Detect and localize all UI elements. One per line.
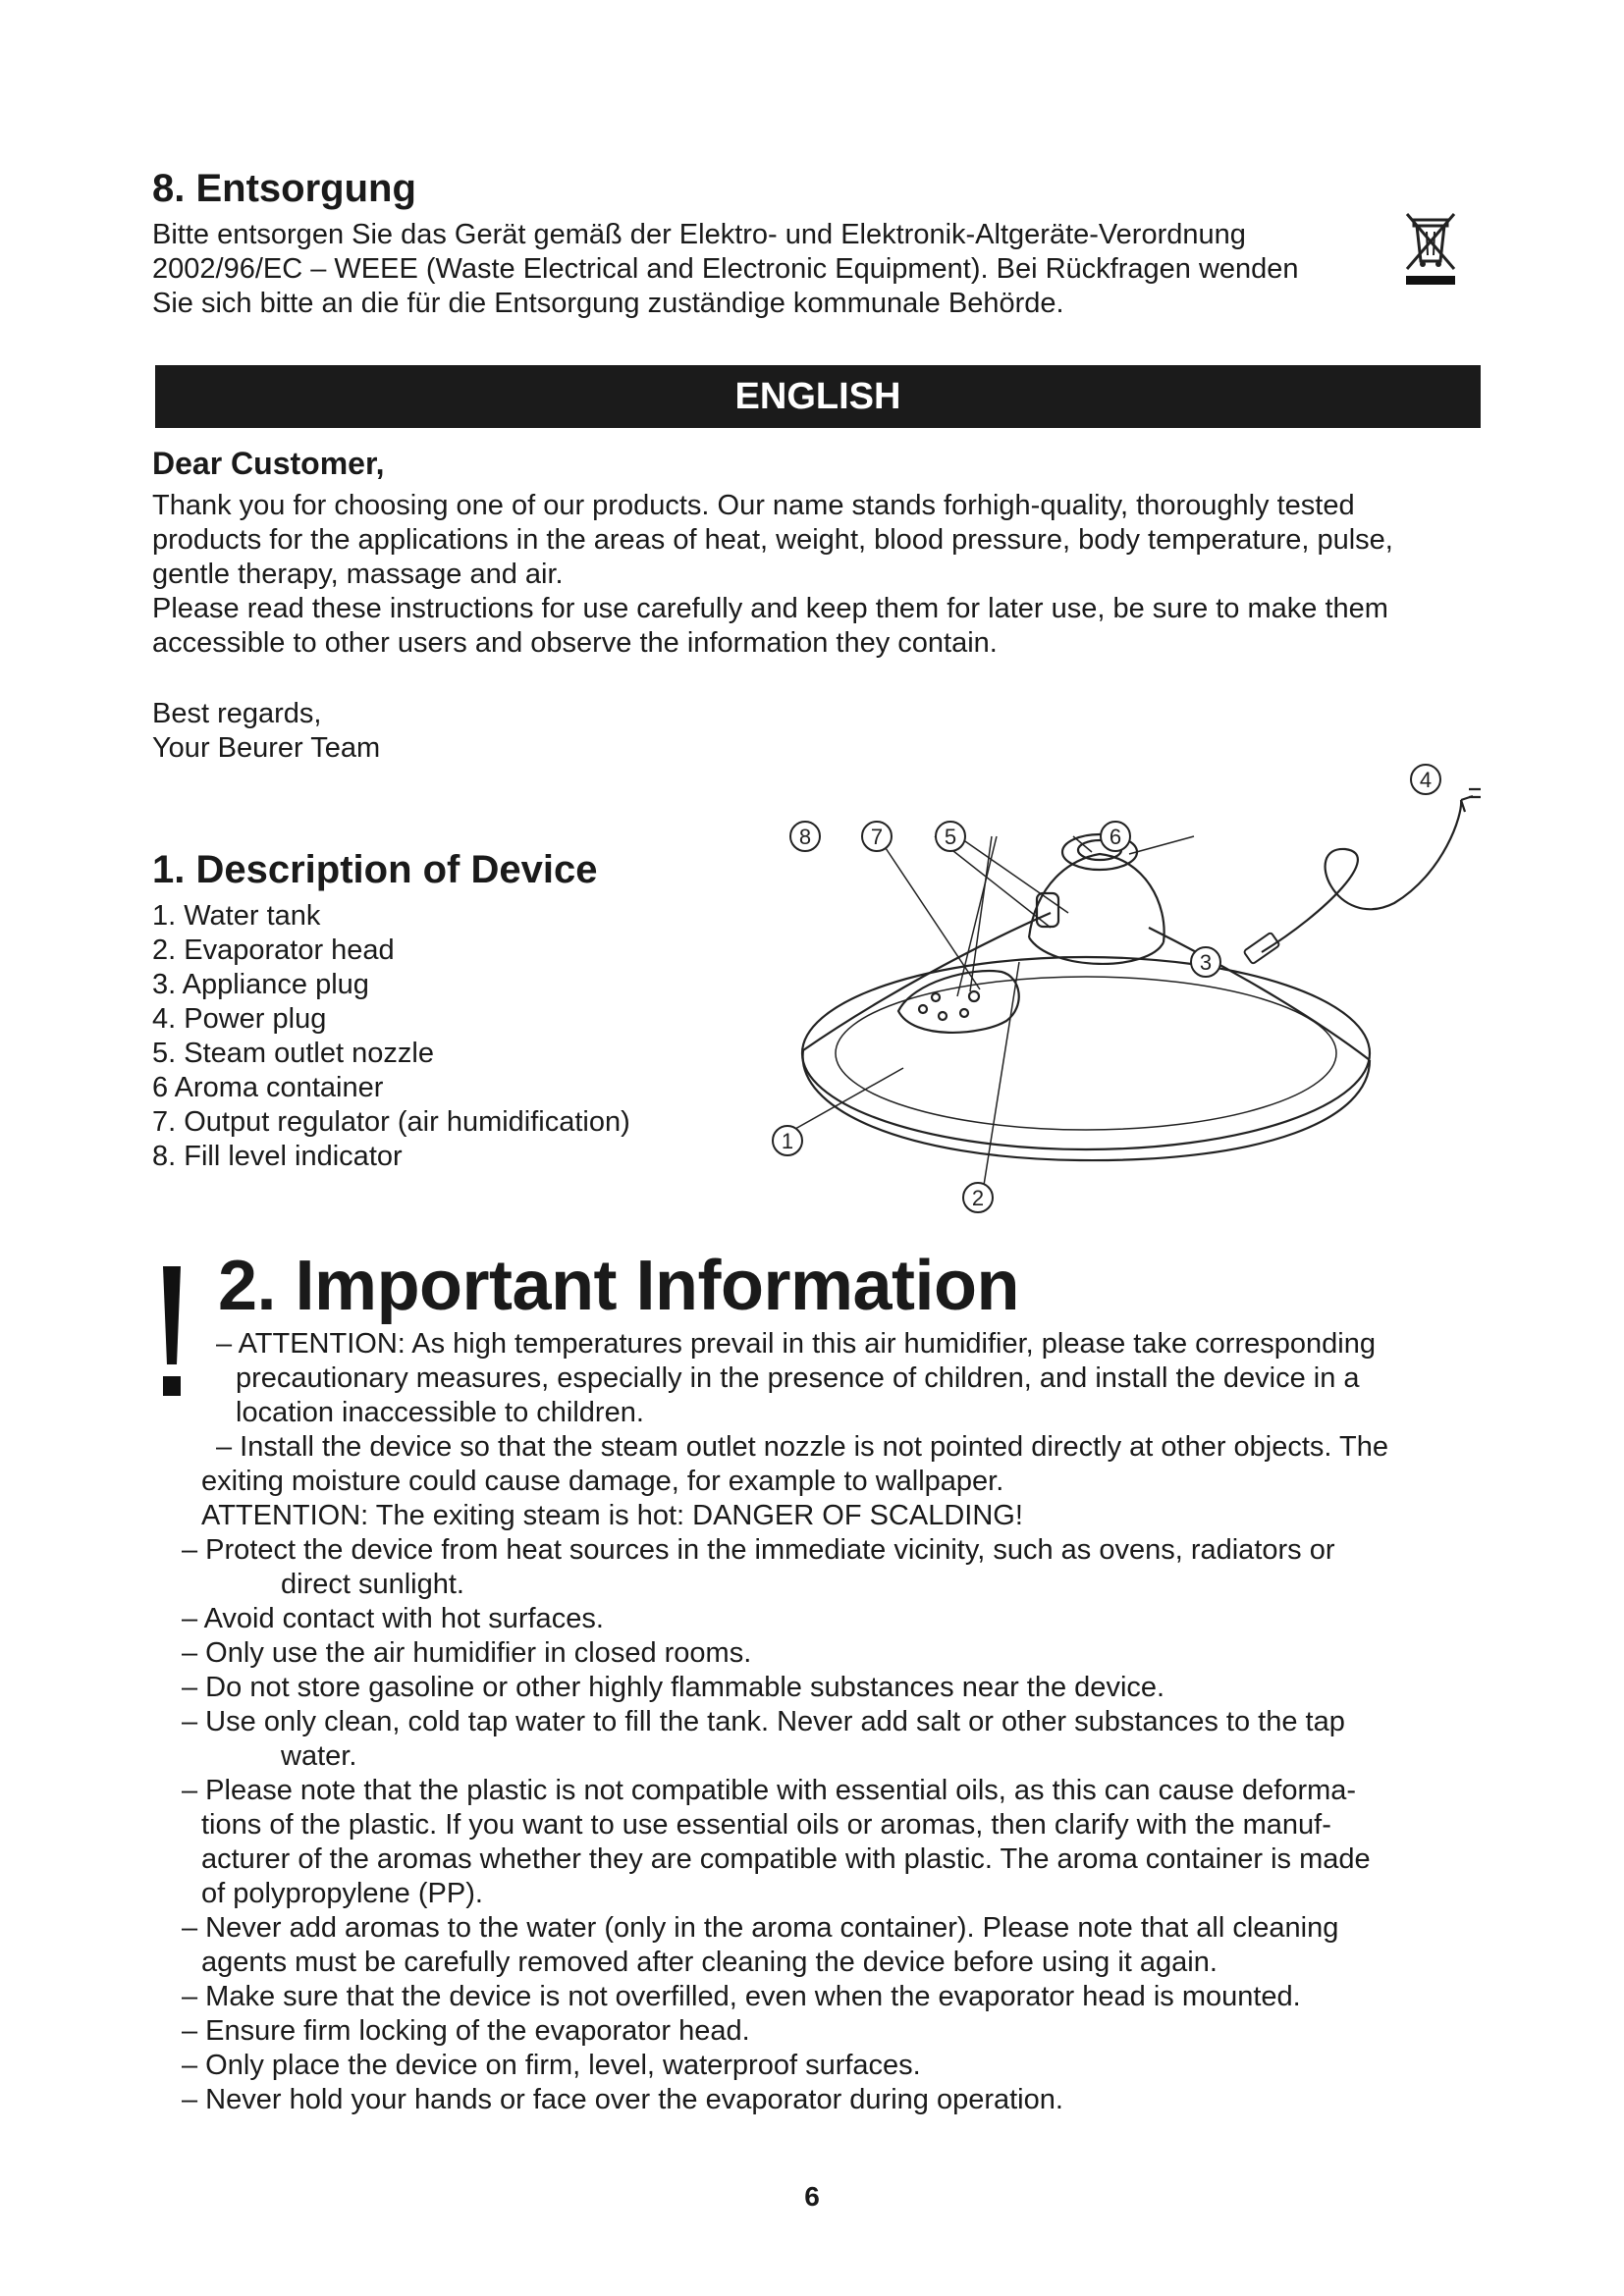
section-2-title: 2. Important Information xyxy=(218,1247,1019,1325)
list-item: 4. Power plug xyxy=(152,1003,327,1035)
info-line: – Protect the device from heat sources in the immediate vicinity, such as ovens, radiators or xyxy=(182,1534,1335,1566)
info-line: – Install the device so that the steam outlet nozzle is not pointed directly at other objects. The xyxy=(216,1431,1388,1463)
svg-text:2: 2 xyxy=(971,1186,985,1210)
info-line: acturer of the aromas whether they are compatible with plastic. The aroma container is made xyxy=(201,1843,1371,1875)
info-line: precautionary measures, especially in the presence of children, and install the device in a xyxy=(236,1362,1360,1394)
intro-paragraph xyxy=(152,489,1488,661)
callout-4 xyxy=(1411,765,1440,794)
info-line: ATTENTION: The exiting steam is hot: DANGER OF SCALDING! xyxy=(201,1500,1023,1531)
section-8-title: 8. Entsorgung xyxy=(152,167,416,210)
info-line: – Only place the device on firm, level, waterproof surfaces. xyxy=(182,2050,921,2081)
list-item: 3. Appliance plug xyxy=(152,969,369,1000)
greeting: Dear Customer, xyxy=(152,446,385,481)
intro-line: Please read these instructions for use carefully and keep them for later use, be sure to make them xyxy=(152,593,1388,624)
svg-text:5: 5 xyxy=(944,825,957,849)
section-8-body xyxy=(152,218,1360,321)
callout-3 xyxy=(1191,947,1220,977)
section-8-line: Bitte entsorgen Sie das Gerät gemäß der Elektro- und Elektronik-Altgeräte-Verordnung xyxy=(152,219,1246,250)
info-line: tions of the plastic. If you want to use essential oils or aromas, then clarify with the manuf- xyxy=(201,1809,1331,1841)
info-line: – ATTENTION: As high temperatures prevail in this air humidifier, please take corresponding xyxy=(216,1328,1376,1360)
info-line: – Only use the air humidifier in closed rooms. xyxy=(182,1637,752,1669)
section-1-title: 1. Description of Device xyxy=(152,848,598,891)
list-item: 8. Fill level indicator xyxy=(152,1141,403,1172)
svg-text:7: 7 xyxy=(870,825,884,849)
info-line: – Avoid contact with hot surfaces. xyxy=(182,1603,604,1634)
list-item: 1. Water tank xyxy=(152,900,321,932)
intro-line: gentle therapy, massage and air. xyxy=(152,559,564,590)
intro-line: Thank you for choosing one of our products. Our name stands forhigh-quality, thoroughly tested xyxy=(152,490,1355,521)
list-item: 6 Aroma container xyxy=(152,1072,384,1103)
page-number: 6 xyxy=(804,2181,820,2212)
svg-text:4: 4 xyxy=(1419,768,1433,792)
intro-line: accessible to other users and observe the information they contain. xyxy=(152,627,998,659)
info-line: location inaccessible to children. xyxy=(236,1397,644,1428)
info-line: of polypropylene (PP). xyxy=(201,1878,483,1909)
list-item: 5. Steam outlet nozzle xyxy=(152,1038,434,1069)
callout-7 xyxy=(862,822,892,851)
language-banner: ENGLISH xyxy=(155,365,1481,428)
info-line: exiting moisture could cause damage, for example to wallpaper. xyxy=(201,1466,1004,1497)
list-item: 7. Output regulator (air humidification) xyxy=(152,1106,630,1138)
section-8-line: 2002/96/EC – WEEE (Waste Electrical and Electronic Equipment). Bei Rückfragen wenden xyxy=(152,253,1299,285)
parts-list xyxy=(152,899,630,1174)
callout-2 xyxy=(963,1183,993,1212)
svg-text:6: 6 xyxy=(1109,825,1122,849)
callout-6 xyxy=(1101,822,1130,851)
info-line: – Ensure firm locking of the evaporator head. xyxy=(182,2015,750,2047)
info-line: – Use only clean, cold tap water to fill the tank. Never add salt or other substances to the tap xyxy=(182,1706,1345,1737)
device-diagram xyxy=(756,756,1492,1227)
info-line: water. xyxy=(281,1740,357,1772)
weee-crossed-bin-icon xyxy=(1402,210,1459,287)
callout-1 xyxy=(773,1126,802,1155)
team-text: Your Beurer Team xyxy=(152,732,381,764)
info-line: – Never hold your hands or face over the evaporator during operation. xyxy=(182,2084,1063,2115)
section-8-line: Sie sich bitte an die für die Entsorgung zuständige kommunale Behörde. xyxy=(152,288,1064,319)
callout-8 xyxy=(790,822,820,851)
important-info-list xyxy=(152,1327,1507,2117)
info-line: agents must be carefully removed after cleaning the device before using it again. xyxy=(201,1947,1218,1978)
svg-text:1: 1 xyxy=(781,1129,794,1153)
signoff xyxy=(152,697,380,766)
info-line: direct sunlight. xyxy=(281,1569,464,1600)
info-line: – Make sure that the device is not overfilled, even when the evaporator head is mounted. xyxy=(182,1981,1301,2012)
info-line: – Please note that the plastic is not compatible with essential oils, as this can cause deforma- xyxy=(182,1775,1357,1806)
list-item: 2. Evaporator head xyxy=(152,934,395,966)
callout-5 xyxy=(936,822,965,851)
svg-text:3: 3 xyxy=(1199,950,1213,975)
intro-line: products for the applications in the areas of heat, weight, blood pressure, body temperature, pulse, xyxy=(152,524,1393,556)
svg-text:8: 8 xyxy=(798,825,812,849)
info-line: – Never add aromas to the water (only in the aroma container). Please note that all cleaning xyxy=(182,1912,1339,1944)
info-line: – Do not store gasoline or other highly flammable substances near the device. xyxy=(182,1672,1165,1703)
regards-text: Best regards, xyxy=(152,698,322,729)
